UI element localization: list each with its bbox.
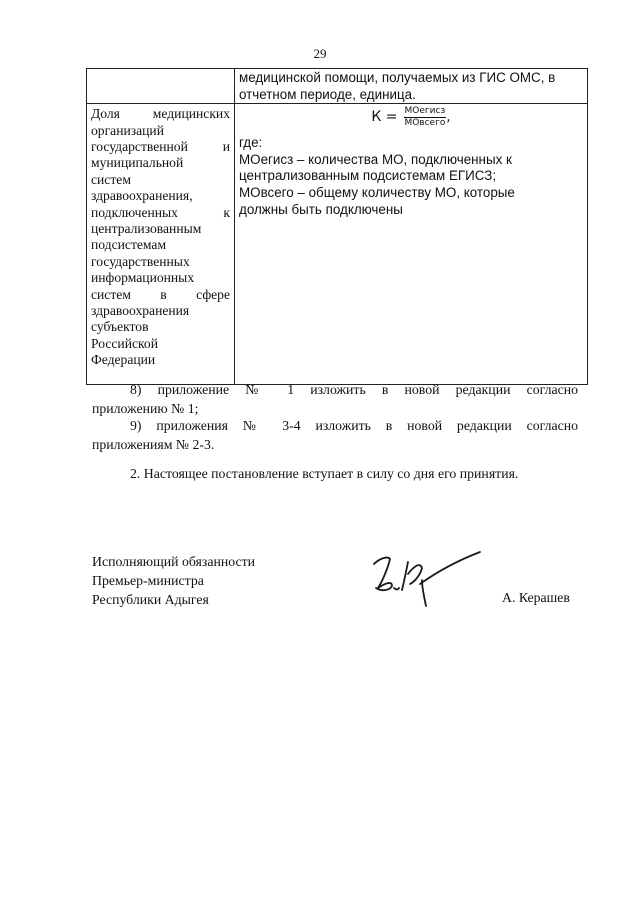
indicator-line: систем в сфере (91, 286, 230, 302)
item-8-rest: приложению № 1; (92, 401, 199, 416)
indicator-line: Федерации (91, 352, 156, 368)
indicator-line: систем (91, 171, 131, 187)
indicator-line: информационных (91, 270, 195, 286)
description-line: МОвсего – общему количеству МО, которые (239, 184, 515, 200)
continued-line: медицинской помощи, получаемых из ГИС ОМС, в (239, 70, 556, 85)
indicator-line: организаций (91, 122, 164, 138)
description-line: централизованным подсистемам ЕГИСЗ; (239, 168, 497, 184)
description-line: где: (239, 135, 263, 151)
page-number: 29 (313, 46, 327, 61)
signer-line: Премьер-министра (92, 573, 204, 588)
indicator-line: субъектов (91, 319, 149, 335)
formula-comma: , (446, 109, 451, 126)
item-8-first-line: 8) приложение № 1 изложить в новой редакции согласно (130, 382, 578, 397)
indicator-line: централизованным (91, 221, 202, 237)
table-row (87, 104, 588, 385)
formula-fraction (404, 106, 447, 129)
signer-line: Республики Адыгея (92, 592, 209, 607)
item-8 (92, 380, 578, 418)
continued-line: отчетном периоде, единица. (239, 86, 416, 102)
signer-title (92, 552, 255, 609)
continued-text-cell (235, 69, 588, 104)
paragraph-2: 2. Настоящее постановление вступает в силу со дня его принятия. (130, 466, 519, 481)
item-9-first-line: 9) приложения № 3-4 изложить в новой редакции согласно (130, 418, 578, 433)
item-9-rest: приложениям № 2-3. (92, 437, 215, 452)
signer-name: А. Керашев (502, 590, 570, 605)
description-line: должны быть подключены (239, 201, 403, 217)
indicator-line: муниципальной (91, 155, 184, 171)
formula-lhs: К = (371, 109, 398, 126)
handwritten-signature (368, 544, 483, 610)
description-line: МОегисз – количества МО, подключенных к (239, 151, 512, 167)
formula (239, 106, 583, 129)
indicator-line: государственных (91, 253, 190, 269)
indicator-line: здравоохранения, (91, 188, 193, 204)
indicator-name-cell (87, 104, 235, 385)
formula-description (239, 135, 583, 218)
indicator-table (86, 68, 588, 385)
indicator-line: Российской (91, 335, 158, 351)
table-row (87, 69, 588, 104)
item-9 (92, 416, 578, 454)
formula-denominator: MOвсего (404, 118, 446, 129)
table-cell-empty (87, 69, 235, 104)
indicator-line: государственной и (91, 139, 230, 154)
indicator-line: Доля медицинских (91, 106, 230, 122)
formula-numerator: MOегисз (404, 106, 446, 117)
signer-line: Исполняющий обязанности (92, 554, 255, 569)
indicator-line: подсистемам (91, 237, 167, 253)
formula-cell (235, 104, 588, 385)
indicator-line: здравоохранения (91, 303, 190, 319)
indicator-line: подключенных к (91, 204, 230, 220)
